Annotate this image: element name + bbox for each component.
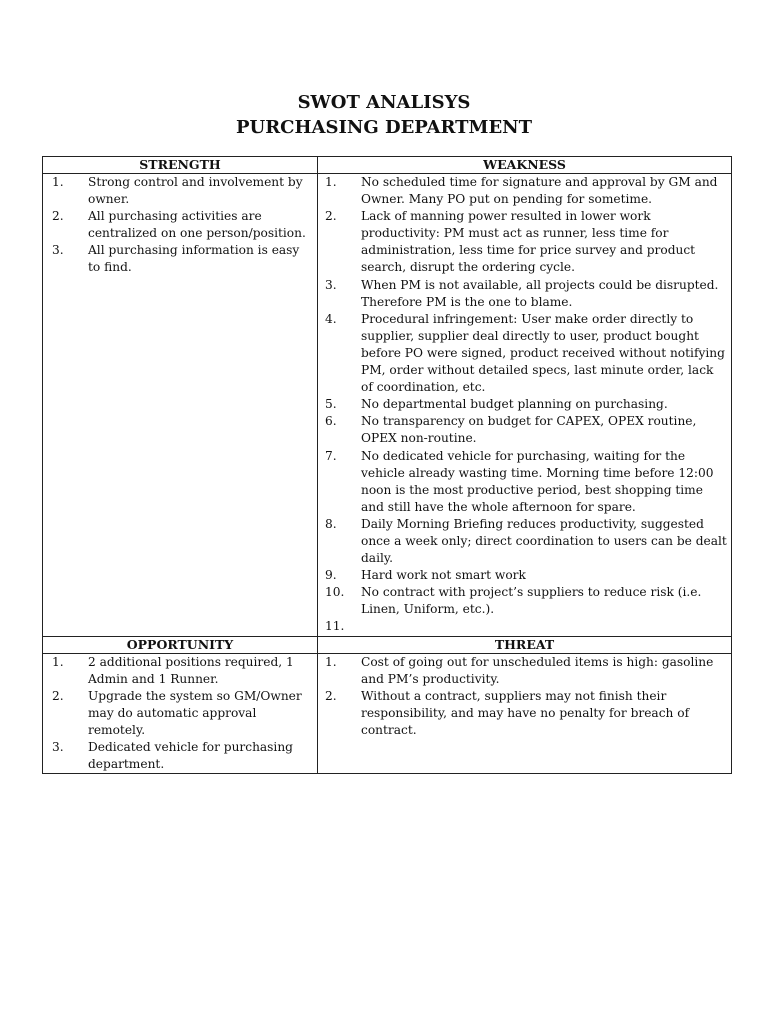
strength-header: STRENGTH (43, 157, 318, 174)
list-item-text: No contract with project’s suppliers to reduce risk (i.e. Linen, Uniform, etc.). (361, 585, 702, 617)
list-item-number: 1. (325, 654, 337, 669)
list-item (43, 174, 317, 208)
list-item-text: Upgrade the system so GM/Owner may do automatic approval remotely. (88, 688, 302, 737)
list-item-number: 1. (325, 175, 337, 189)
list-item-text: No transparency on budget for CAPEX, OPEX routine, OPEX non-routine. (361, 414, 697, 446)
header-row-top (43, 157, 732, 174)
opportunity-cell (43, 653, 318, 774)
strength-list (43, 174, 317, 277)
list-item-number: 8. (325, 516, 337, 531)
swot-table (42, 156, 732, 774)
list-item-text: No departmental budget planning on purchasing. (361, 397, 668, 412)
list-item (318, 516, 731, 567)
list-item (43, 739, 317, 773)
document-subtitle: PURCHASING DEPARTMENT (235, 117, 533, 138)
list-item-number: 2. (52, 688, 64, 703)
list-item-text: Lack of manning power resulted in lower work productivity: PM must act as runner, less time for administration, less time for price survey and product search, disrupt the ordering cycle. (361, 209, 696, 275)
list-item-number: 11. (325, 619, 345, 634)
list-item (318, 654, 731, 688)
weakness-cell (318, 174, 732, 637)
list-item-number: 9. (325, 568, 337, 583)
list-item-text: Dedicated vehicle for purchasing department. (88, 740, 293, 772)
list-item (318, 448, 731, 516)
list-item-text: Daily Morning Briefing reduces productivity, suggested once a week only; direct coordination to users can be dealt daily. (361, 516, 727, 566)
list-item-text: Strong control and involvement by owner. (88, 175, 303, 207)
threat-header: THREAT (318, 636, 732, 653)
list-item (43, 654, 317, 688)
list-item (318, 688, 731, 739)
list-item-number: 2. (325, 209, 337, 224)
list-item (43, 242, 317, 276)
list-item-text (361, 618, 731, 635)
weakness-header: WEAKNESS (318, 157, 732, 174)
list-item (318, 618, 731, 635)
list-item-number: 1. (52, 175, 64, 189)
threat-cell (318, 653, 732, 774)
list-item-number: 2. (325, 688, 337, 703)
opportunity-header: OPPORTUNITY (43, 636, 318, 653)
list-item-number: 2. (52, 209, 64, 224)
strength-cell (43, 174, 318, 637)
list-item-number: 3. (325, 277, 337, 292)
list-item-text: Procedural infringement: User make order directly to supplier, supplier deal directly to user, product bought before PO were signed, product received without notifying PM, order without detailed specs, last minute order, lack of coordination, etc. (361, 311, 725, 395)
list-item-number: 1. (52, 654, 64, 669)
list-item-text: Cost of going out for unscheduled items is high: gasoline and PM’s productivity. (361, 654, 714, 686)
document-title: SWOT ANALISYS (297, 92, 471, 113)
list-item-number: 6. (325, 414, 337, 429)
list-item-text: All purchasing activities are centralized on one person/position. (88, 209, 306, 241)
body-row-top (43, 174, 732, 637)
list-item-text: When PM is not available, all projects could be disrupted. Therefore PM is the one to blame. (361, 277, 719, 309)
list-item (318, 413, 731, 447)
list-item-number: 5. (325, 397, 337, 412)
list-item (318, 208, 731, 276)
header-row-bottom (43, 636, 732, 653)
list-item-text: All purchasing information is easy to find. (88, 243, 300, 275)
list-item-text: No scheduled time for signature and approval by GM and Owner. Many PO put on pending for sometime. (361, 175, 718, 207)
list-item-number: 7. (325, 448, 337, 463)
body-row-bottom (43, 653, 732, 774)
list-item (43, 688, 317, 739)
list-item-number: 10. (325, 585, 345, 600)
list-item-number: 3. (52, 243, 64, 258)
list-item-number: 3. (52, 740, 64, 754)
list-item (318, 584, 731, 618)
list-item (318, 567, 731, 584)
list-item (318, 174, 731, 208)
threat-list (318, 654, 731, 739)
list-item (43, 208, 317, 242)
list-item-number: 4. (325, 311, 337, 326)
list-item-text: Without a contract, suppliers may not finish their responsibility, and may have no penalty for breach of contract. (361, 688, 690, 737)
opportunity-list (43, 654, 317, 774)
list-item-text: 2 additional positions required, 1 Admin and 1 Runner. (88, 654, 294, 686)
list-item-text: No dedicated vehicle for purchasing, waiting for the vehicle already wasting time. Morning time before 12:00 noon is the most productive period, best shopping time and still have the whole afternoon for spare. (361, 448, 714, 514)
list-item (318, 277, 731, 311)
weakness-list (318, 174, 731, 636)
list-item (318, 396, 731, 413)
list-item-text: Hard work not smart work (361, 568, 526, 583)
list-item (318, 311, 731, 396)
